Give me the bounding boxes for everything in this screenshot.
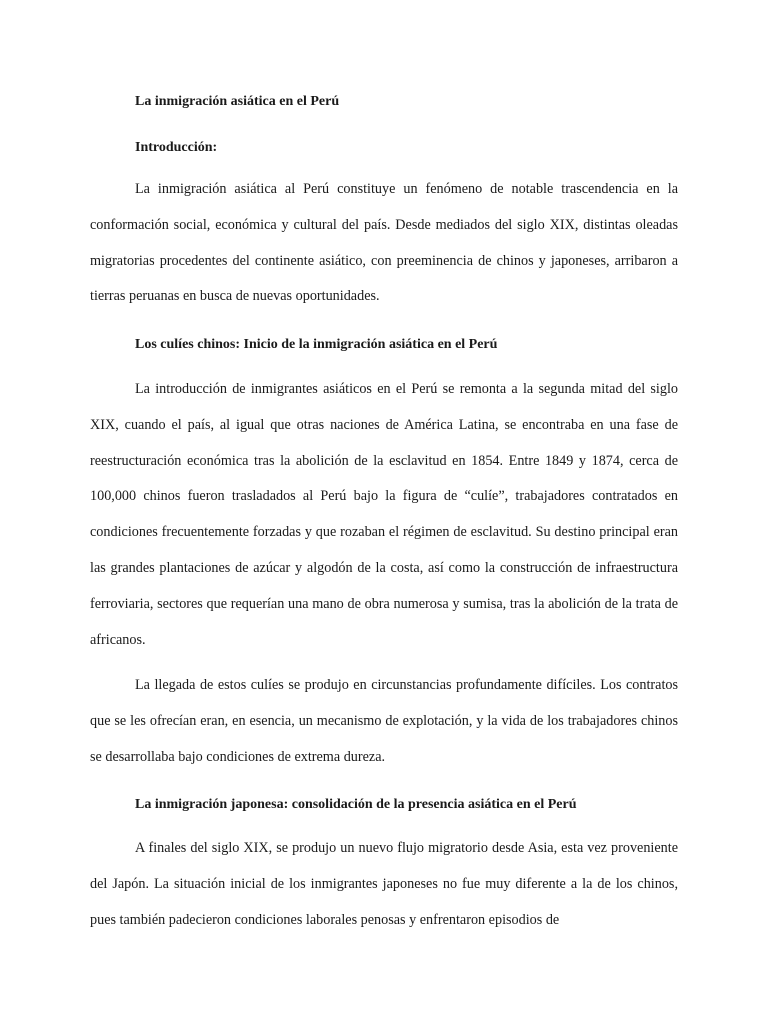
intro-paragraph: La inmigración asiática al Perú constituye un fenómeno de notable trascendencia en la conformación social, económica y cultural del país. Desde mediados del siglo XIX, distintas oleadas migratorias procedentes del continente asiático, con preeminencia de chinos y japoneses, arribaron a tierras peruanas en busca de nuevas oportunidades. (90, 181, 678, 305)
section-paragraph: A finales del siglo XIX, se produjo un nuevo flujo migratorio desde Asia, esta vez proveniente del Japón. La situación inicial de los inmigrantes japoneses no fue muy diferente a la de los chinos, pues también padecieron condiciones laborales penosas y enfrentaron episodios de (90, 840, 678, 928)
section-paragraph: La introducción de inmigrantes asiáticos en el Perú se remonta a la segunda mitad del siglo XIX, cuando el país, al igual que otras naciones de América Latina, se encontraba en una fase de reestructuración económica tras la abolición de la esclavitud en 1854. Entre 1849 y 1874, cerca de 100,000 chinos fueron trasladados al Perú bajo la figura de “culíe”, trabajadores contratados en condiciones frecuentemente forzadas y que rozaban el régimen de esclavitud. Su destino principal eran las grandes plantaciones de azúcar y algodón de la costa, así como la construcción de infraestructura ferroviaria, sectores que requerían una mano de obra numerosa y sumisa, tras la abolición de la trata de africanos. (90, 381, 678, 648)
document-title: La inmigración asiática en el Perú (135, 94, 340, 109)
section-heading-japanese-immigration: La inmigración japonesa: consolidación de la presencia asiática en el Perú (135, 797, 577, 812)
section-paragraph: La llegada de estos culíes se produjo en circunstancias profundamente difíciles. Los contratos que se les ofrecían eran, en esencia, un mecanismo de explotación, y la vida de los trabajadores chinos se desarrollaba bajo condiciones de extrema dureza. (90, 677, 678, 765)
intro-heading: Introducción: (135, 140, 218, 155)
section-heading-chinese-coolies: Los culíes chinos: Inicio de la inmigración asiática en el Perú (135, 337, 498, 352)
